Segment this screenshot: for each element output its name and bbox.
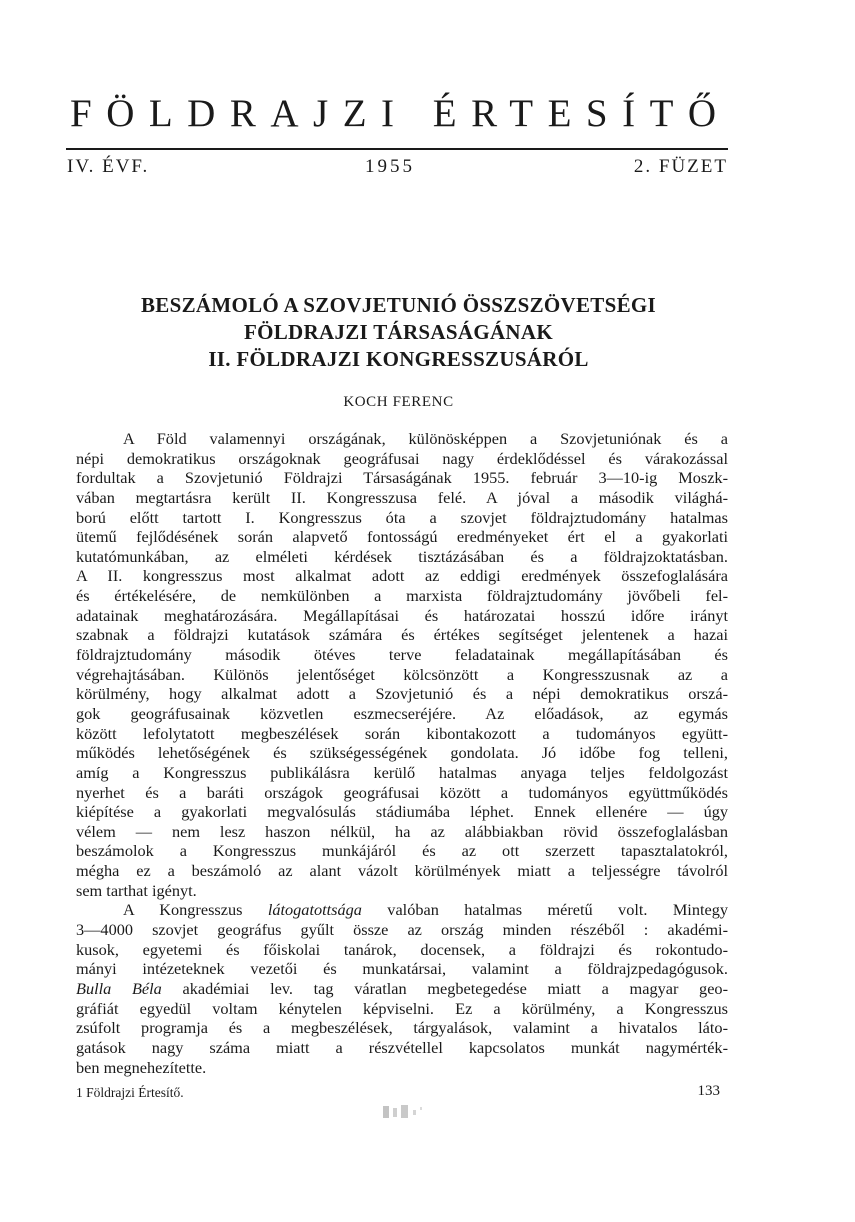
body-line: ború előtt tartott I. Kongresszus óta a szovjet földrajztudomány hatalmas: [76, 507, 728, 527]
article-title-line: BESZÁMOLÓ A SZOVJETUNIÓ ÖSSZSZÖVETSÉGI: [141, 293, 656, 317]
body-line-text: kusok, egyetemi és főiskolai tanárok, docensek, a földrajzi és rokontudo-: [76, 939, 728, 959]
body-line: beszámolok a Kongresszus munkájáról és az ott szerzett tapasztalatokról,: [76, 841, 728, 861]
body-line: kutatómunkában, az elméleti kérdések tisztázásában és a földrajzoktatásban.: [76, 546, 728, 566]
journal-title: FÖLDRAJZI ÉRTESÍTŐ: [70, 92, 731, 135]
issue-label: 2. FÜZET: [633, 156, 728, 177]
body-line: [76, 959, 728, 979]
emphasized-text: látogatottsága: [267, 900, 362, 920]
masthead-rule: [66, 148, 728, 150]
body-line: kiépítése a gyakorlati megvalósulás stádiumába léphet. Ennek ellenére — úgy: [76, 802, 728, 822]
body-line-text: zsúfolt programja és a megbeszélések, tárgyalások, valamint a hivatalos láto-: [76, 1018, 728, 1038]
article-title-line: FÖLDRAJZI TÁRSASÁGÁNAK: [243, 320, 553, 344]
body-line: [76, 1058, 728, 1078]
body-line: amíg a Kongresszus publikálásra kerülő hatalmas anyaga teljes feldolgozást: [76, 762, 728, 782]
body-line: végrehajtásában. Különös jelentőséget kölcsönzött a Kongresszusnak az a: [76, 664, 728, 684]
body-line: [76, 979, 728, 999]
body-line-text: akadémiai lev. tag váratlan megbetegedése miatt a magyar geo-: [161, 978, 728, 998]
body-line: adatainak meghatározására. Megállapításai és határozatai hosszú időre irányt: [76, 605, 728, 625]
body-line: [76, 999, 728, 1019]
body-line: földrajztudomány második ötéves terve feladatainak megállapításában és: [76, 645, 728, 665]
body-line: [76, 940, 728, 960]
body-line: A II. kongresszus most alkalmat adott az eddigi eredmények összefoglalására: [76, 566, 728, 586]
body-line: A Föld valamennyi országának, különösképpen a Szovjetuniónak és a: [123, 429, 728, 448]
body-line-text: 3—4000 szovjet geográfus gyűlt össze az ország minden részéből : akadémi-: [76, 920, 728, 940]
body-line: és értékelésére, de nemkülönben a marxista földrajztudomány jövőbeli fel-: [76, 586, 728, 606]
body-line: működés lehetőségének és szükségességének gondolata. Jó időbe fog telleni,: [76, 743, 728, 763]
body-line-text: A Kongresszus: [123, 900, 268, 920]
library-stamp-mark: [382, 1103, 424, 1121]
body-line: ütemű fejlődésének során alapvető fontosságú eredményeket ért el a gyakorlati: [76, 527, 728, 547]
body-line-text: mányi intézeteknek vezetői és munkatársai, valamint a földrajzpedagógusok.: [76, 959, 728, 979]
body-line: gok geográfusainak közvetlen eszmecseréjére. Az előadások, az egymás: [76, 703, 728, 723]
author-name: KOCH FERENC: [343, 394, 454, 410]
body-line: nyerhet és a baráti országok geográfusai között a tudományos együttműködés: [76, 782, 728, 802]
emphasized-text: Bulla Béla: [76, 978, 162, 998]
body-line: szabnak a földrajzi kutatások számára és értékes segítséget jelentenek a hazai: [76, 625, 728, 645]
body-line-text: gráfiát egyedül voltam kénytelen képviselni. Ez a körülmény, a Kongresszus: [76, 998, 728, 1018]
body-line: [76, 900, 728, 920]
body-line: körülmény, hogy alkalmat adott a Szovjetunió és a népi demokratikus orszá-: [76, 684, 728, 704]
signature-mark: 1 Földrajzi Értesítő.: [76, 1085, 184, 1100]
body-line: mégha ez a beszámoló az alant vázolt körülmények miatt a teljességre távolról: [76, 861, 728, 881]
body-line: népi demokratikus országoknak geográfusai nagy érdeklődéssel és várakozással: [76, 448, 728, 468]
body-line: [76, 920, 728, 940]
body-line: [76, 1038, 728, 1058]
body-line: között lefolytatott megbeszélések során kibontakozott a tudományos együtt-: [76, 723, 728, 743]
body-line-text: gatások nagy száma miatt a részvétellel kapcsolatos munkát nagymérték-: [76, 1037, 728, 1057]
body-line-text: ben megnehezítette.: [76, 1057, 207, 1077]
article-title: [100, 292, 697, 373]
article-title-line: II. FÖLDRAJZI KONGRESSZUSÁRÓL: [208, 347, 589, 371]
page-number: 133: [697, 1083, 720, 1099]
body-line: fordultak a Szovjetunió Földrajzi Társaságának 1955. február 3—10-ig Moszk-: [76, 468, 728, 488]
year-label: 1955: [365, 156, 415, 177]
body-line: [76, 1018, 728, 1038]
volume-label: IV. ÉVF.: [67, 156, 150, 177]
body-line-text: valóban hatalmas méretű volt. Mintegy: [361, 900, 729, 920]
body-line: vélem — nem lesz haszon nélkül, ha az alábbiakban rövid összefoglalásban: [76, 821, 728, 841]
body-line: vában megtartásra került II. Kongresszusa felé. A jóval a második világhá-: [76, 487, 728, 507]
article-body: [76, 429, 728, 1077]
body-line: sem tarthat igényt.: [76, 880, 197, 900]
